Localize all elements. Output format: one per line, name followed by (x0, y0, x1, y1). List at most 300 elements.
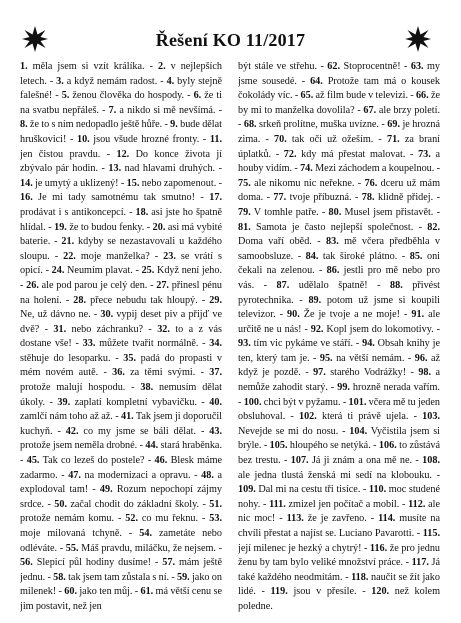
answer-text: kdyby se nezastavovali u každého sloupu. - (20, 236, 222, 262)
answer-entry (53, 324, 157, 335)
answer-text: Že je tvoje a ne moje! - (299, 309, 412, 321)
answer-number: 54. (139, 528, 153, 539)
answer-entry (301, 90, 416, 101)
answer-text: přece nebudu tak hloupý. - (86, 294, 210, 306)
answer-entry (299, 411, 422, 422)
answer-number: 40. (209, 396, 222, 408)
answer-text: to a z vás dostane vše! - (20, 323, 222, 350)
answer-number: 41. (120, 411, 134, 423)
answer-entry (362, 192, 440, 203)
answer-number: 19. (54, 221, 67, 233)
answer-number: 80. (328, 206, 342, 218)
answer-text: tím vic pykáme ve stáří. - (250, 338, 363, 350)
answer-number: 88. (390, 279, 403, 291)
answer-text: Nevejde se mi do nosu. - (238, 425, 350, 437)
answer-text: tvoje příbuzná. - (286, 192, 362, 204)
answer-text: Slepicí půl hodiny dusíme! - (32, 557, 163, 569)
answer-text: hloupého se netýká. - (287, 440, 379, 452)
answer-text: mám ještě jednu. - (20, 557, 222, 583)
answer-number: 11. (209, 133, 222, 145)
answer-number: 101. (348, 396, 367, 408)
answer-number: 108. (422, 455, 440, 467)
answer-entry (274, 134, 387, 145)
answer-text: moje manželka? - (75, 250, 164, 262)
answer-entry (306, 251, 410, 262)
answer-text: hrozně nerada vařím. - (238, 382, 440, 408)
answer-text: my jsme sousedé. - (238, 61, 440, 87)
answer-number: 78. (361, 192, 375, 204)
answer-number: 8. (20, 119, 28, 131)
answer-entry (20, 192, 209, 203)
answer-text: musíte na chvíli přestat a najíst se. Luciano Pavarotti. - (238, 513, 440, 539)
answer-number: 24. (51, 265, 65, 277)
answer-text: ale jedna tlustá ženská mi sedí na klobouku. - (238, 469, 440, 481)
answer-text: má větší cenu se jim postavit, než jen (20, 586, 222, 612)
answer-text: protože malují hospodu. - (20, 382, 141, 394)
answer-text: prodávat i s antikoncepcí. - (20, 206, 136, 218)
answer-entry (270, 440, 379, 451)
answer-number: 33. (82, 338, 96, 350)
answer-number: 34. (209, 338, 222, 350)
answer-text: ale určitě ne u nás! - (238, 309, 440, 335)
answer-entry (83, 338, 210, 349)
answer-text: co mu řeknu. - (138, 513, 210, 525)
answer-text: Já ji znám a ona mě ne. - (308, 455, 423, 467)
answer-entry (311, 324, 440, 335)
answer-text: začal chodit do základní školy. - (66, 498, 210, 510)
answer-text: ale nikomu nic neřekne. - (250, 177, 365, 189)
answer-entry (66, 543, 222, 554)
answer-text: Musel jsem přistavět. - (341, 206, 440, 218)
answer-number: 119. (270, 586, 288, 598)
answer-text: nebo zapomenout. - (139, 177, 222, 189)
answer-number: 114. (378, 513, 396, 525)
answer-number: 118. (351, 571, 369, 583)
answer-number: 63. (410, 61, 424, 72)
answer-entry (20, 557, 162, 568)
answer-number: 25. (141, 265, 155, 277)
answer-number: 58. (53, 571, 66, 583)
answer-number: 57. (162, 557, 176, 569)
answer-text: je umytý a uklizený! - (32, 177, 127, 189)
answer-text: Tak co lezeš do postele? - (39, 455, 155, 467)
answer-number: 32. (157, 323, 170, 335)
answer-entry (300, 163, 440, 174)
answer-number: 86. (326, 265, 340, 277)
answer-text: a nemůže zahodit starý. - (238, 367, 440, 394)
answer-entry (238, 207, 329, 218)
answer-entry (73, 295, 209, 306)
answer-number: 44. (145, 440, 159, 452)
answer-entry (238, 61, 327, 72)
answer-text: oni čekali na zelenou. - (238, 250, 440, 277)
answer-text: přinesl pénu na holení. - (20, 279, 222, 306)
answer-number: 4. (166, 75, 175, 87)
answer-text: Protože tam má o kousek čokolády víc. - (238, 75, 440, 102)
answer-number: 84. (305, 250, 319, 262)
answer-number: 51. (209, 498, 222, 510)
answer-number: 10. (76, 133, 90, 145)
answer-text: kdy má přestat malovat. - (296, 148, 419, 160)
answer-number: 67. (363, 104, 377, 116)
answer-text: a houby vidím. - (238, 148, 440, 175)
answer-entry (244, 119, 387, 130)
answer-number: 30. (100, 309, 114, 321)
answer-text: potom už jsme si koupili televizor. - (238, 294, 440, 321)
answer-text: na větší nemám. - (332, 352, 415, 364)
answer-entry (238, 222, 427, 233)
answer-text: její milenec je hezký a chytrý! - (238, 542, 370, 554)
answer-text: naučit se žít jako lidé. - (238, 571, 440, 598)
answer-text: chci být v pyžamu. - (261, 396, 349, 408)
answer-number: 17. (209, 192, 222, 204)
answer-text: než kolem poledne. (238, 586, 440, 612)
answer-number: 66. (415, 90, 429, 102)
answer-number: 65. (300, 90, 314, 102)
answer-number: 7. (108, 104, 117, 116)
answer-text: za těmi svými. - (124, 367, 210, 379)
answer-text: byly stejně falešné! - (20, 75, 222, 102)
answer-entry (269, 499, 408, 510)
answer-number: 113. (286, 513, 304, 525)
answer-number: 116. (369, 542, 388, 554)
answer-entry (127, 178, 222, 189)
answer-number: 52. (125, 513, 138, 525)
answer-number: 107. (290, 455, 309, 467)
answer-number: 45. (26, 455, 40, 467)
answer-number: 81. (238, 221, 251, 233)
answer-entry (291, 455, 422, 466)
answer-number: 42. (65, 425, 79, 437)
answer-text: udělalo špatně! - (289, 279, 391, 291)
answer-text: to zůstává bez trestu. - (238, 440, 440, 467)
answer-entry (273, 192, 361, 203)
answer-text: zamlčí nám toho až až. - (20, 411, 121, 423)
answer-text: je hrozná zima. - (238, 119, 440, 145)
answer-text: Neumím plavat. - (64, 265, 142, 277)
answer-number: 115. (422, 528, 440, 539)
answer-text: a nikdo si mě nevšímá. - (116, 104, 222, 116)
answer-number: 94. (362, 338, 375, 350)
answer-entry (57, 397, 209, 408)
answer-entry (26, 280, 156, 291)
answer-text: zaplatí kompletní vybavičku. - (70, 396, 210, 408)
answer-number: 93. (238, 338, 251, 350)
answer-text: klidně přidej. - (374, 192, 440, 204)
answer-number: 50. (54, 498, 67, 510)
answer-number: 70. (274, 133, 287, 145)
answer-number: 82. (427, 221, 440, 233)
answer-entry (66, 426, 209, 437)
answer-number: 21. (61, 236, 75, 248)
answer-number: 95. (319, 352, 333, 364)
answer-number: 99. (337, 382, 350, 394)
answer-text: v nejlepších letech. - (20, 61, 222, 87)
answer-text: která ti právě ujela. - (316, 411, 423, 423)
answer-entry (109, 105, 222, 116)
answer-entry (327, 61, 411, 72)
answer-text: Dal mi na cestu tři tisíce. - (255, 484, 369, 496)
answer-number: 20. (152, 221, 166, 233)
answer-entry (238, 178, 365, 189)
answer-entry (20, 61, 158, 72)
answer-text: až když je pozdě. - (238, 352, 440, 379)
answer-number: 104. (349, 425, 368, 437)
answer-text: že pro jednu ženu by tam bylo veliké množství práce. - (238, 542, 440, 569)
answer-entry (238, 484, 369, 495)
answer-number: 53. (209, 513, 222, 525)
answer-number: 9. (170, 119, 178, 131)
answer-text: Je mi tady samotnému tak smutno! - (32, 192, 210, 204)
answer-number: 47. (68, 469, 81, 481)
answer-text: co my jsme se báli dělat. - (78, 425, 210, 437)
answer-number: 77. (273, 192, 287, 204)
answer-number: 12. (116, 148, 130, 160)
answer-number: 23. (163, 250, 176, 262)
answer-text: stará hraběnka. - (20, 440, 222, 467)
answer-entry (54, 499, 209, 510)
answer-text: Máš pravdu, miláčku, že nejsem. - (78, 542, 222, 554)
answer-text: vypij deset piv a přijď ve dvě? - (20, 309, 222, 335)
answer-text: můžete tvařit normálně. - (95, 338, 210, 350)
answer-number: 3. (56, 75, 64, 87)
answer-text: včera mě tu jeden obsluhoval. - (238, 396, 440, 423)
answer-text: za braní úplatků. - (238, 133, 440, 160)
answer-number: 112. (408, 498, 426, 510)
answer-number: 16. (20, 192, 33, 204)
answer-number: 26. (26, 279, 39, 291)
answer-column-right (238, 60, 440, 616)
answer-text: bude dělat hruškovici! - (20, 119, 222, 145)
answer-entry (238, 338, 362, 349)
answer-number: 28. (73, 294, 87, 306)
answer-number: 1. (20, 61, 28, 72)
answer-text: jako ten můj. - (77, 586, 141, 598)
answer-text: Ne, už dávno ne. - (20, 309, 101, 321)
answer-number: 97. (313, 367, 326, 379)
answer-text: jsou všude hrozné fronty. - (89, 133, 210, 145)
answer-text: tak široké plátno. - (318, 250, 410, 262)
answer-text: Když není jeho. - (20, 265, 222, 291)
answer-text: jen čistou pravdu. - (20, 148, 117, 160)
answer-text: protože jsem neměla drobné. - (20, 440, 146, 452)
answer-number: 36. (112, 367, 125, 379)
answer-number: 91. (411, 309, 425, 321)
answer-text: Vyčistila jsem si brýle. - (238, 425, 440, 452)
answer-columns (20, 60, 440, 616)
answer-entry (287, 513, 379, 524)
answer-entry (20, 178, 127, 189)
answer-entry (287, 309, 411, 320)
answer-text: Rozum nepochopí zájmy srdce. - (20, 484, 222, 510)
answer-entry (53, 572, 177, 583)
answer-text: a explodoval tam! - (20, 469, 222, 496)
answer-number: 46. (154, 455, 168, 467)
answer-number: 109. (238, 484, 256, 496)
answer-number: 56. (20, 557, 33, 569)
answer-text: že by mi to manželka dovolila? - (238, 90, 440, 116)
answer-number: 31. (53, 323, 67, 335)
answer-number: 72. (283, 148, 297, 160)
answer-entry (313, 367, 418, 378)
answer-text: jestli pro mě nebo pro vás. - (238, 265, 440, 291)
answer-text: Doma vaří oběd. - (238, 236, 326, 248)
answer-text: až film bude v televizi. - (313, 90, 416, 102)
answer-number: 110. (368, 484, 387, 496)
answer-number: 68. (243, 119, 257, 131)
answer-entry (112, 367, 209, 378)
answer-number: 106. (378, 440, 397, 452)
answer-text: být stále ve střehu. - (238, 61, 328, 72)
answer-text: moc studené nohy. - (238, 484, 440, 510)
answer-number: 49. (99, 484, 113, 496)
answer-text: přivést pyrotechnika. - (238, 279, 440, 306)
answer-number: 83. (326, 236, 339, 248)
answer-text: a když nemám radost. - (63, 75, 167, 87)
answer-number: 37. (209, 367, 222, 379)
answer-number: 102. (298, 411, 317, 423)
answer-number: 71. (386, 133, 400, 145)
answer-text: Do konce života jí zbývalo pár hodin. - (20, 148, 222, 175)
answer-number: 15. (126, 177, 140, 189)
answer-number: 90. (287, 309, 300, 321)
answer-text: protože nemám komu. - (20, 513, 126, 525)
answer-number: 6. (193, 90, 202, 102)
answer-text: zmizel jen počítač a mobil. - (285, 498, 409, 510)
answer-number: 39. (57, 396, 71, 408)
answer-entry (27, 455, 155, 466)
answer-entry (329, 207, 440, 218)
answer-number: 87. (276, 279, 290, 291)
answer-number: 48. (201, 469, 214, 481)
answer-text: že to s ním nedopadlo ještě hůře. - (27, 119, 171, 131)
answer-text: moje milovaná tchyně. - (20, 528, 140, 539)
answer-entry (320, 353, 415, 364)
answer-text: Samota je často nejlepší společnost. - (250, 221, 428, 233)
answer-text: na modernizaci a opravu. - (80, 469, 202, 481)
answer-text: padá do propasti v mém novém autě. - (20, 352, 222, 379)
answer-entry (284, 149, 418, 160)
answer-text: starého Vodrážky! - (325, 367, 419, 379)
answer-text: asi má vybité baterie. - (20, 221, 222, 248)
answer-text: srkeň prolítne, muška uvízne. - (256, 119, 388, 131)
answer-text: že to budou fenky. - (66, 221, 153, 233)
answer-number: 105. (269, 440, 288, 452)
answer-number: 74. (300, 163, 313, 175)
answer-text: asi jste ho špatně hlídal. - (20, 206, 222, 233)
answer-number: 27. (156, 279, 169, 291)
answer-number: 60. (64, 586, 78, 598)
answer-number: 75. (238, 177, 251, 189)
answer-text: Kopl jsem do lokomotivy. - (323, 323, 440, 335)
answer-entry (64, 586, 140, 597)
answer-number: 98. (418, 367, 432, 379)
answer-text: měla jsem si vzít králíka. - (27, 61, 158, 72)
answer-text: že ti na svatbu nepřáleš. - (20, 90, 222, 116)
answer-text: V tomhle patře. - (250, 206, 329, 218)
answer-number: 89. (308, 294, 322, 306)
answer-number: 62. (327, 61, 341, 72)
answer-number: 55. (65, 542, 79, 554)
answer-number: 96. (414, 352, 428, 364)
answer-column-left (20, 60, 222, 616)
answer-text: Obsah knihy je ten, který tam je. - (238, 338, 440, 364)
answer-text: tak jsem tam zůstala s ní. - (65, 571, 177, 583)
answer-text: jsou v přesile. - (287, 586, 372, 598)
answer-text: nebo záchranku? - (66, 323, 158, 335)
answer-number: 38. (140, 382, 154, 394)
answer-number: 5. (61, 90, 70, 102)
answer-number: 120. (371, 586, 390, 598)
answer-number: 111. (269, 498, 286, 510)
answer-entry (62, 90, 194, 101)
answer-entry (125, 513, 209, 524)
answer-number: 100. (243, 396, 262, 408)
star-icon (405, 26, 431, 52)
answer-entry (68, 470, 201, 481)
answer-number: 59. (176, 571, 190, 583)
answer-text: ale pod parou je celý den. - (38, 279, 157, 291)
answer-text: ale brzy poletí. - (238, 104, 440, 131)
answer-entry (244, 397, 349, 408)
answer-entry (20, 119, 170, 130)
page-title: Řešení KO 11/2017 (155, 30, 306, 50)
answer-text: Stoprocentně! - (340, 61, 411, 72)
answer-number: 18. (135, 206, 149, 218)
answer-text: ale nic moc! - (238, 498, 440, 525)
answer-entry (77, 134, 210, 145)
answer-text: mě včera předběhla v samoobsluze. - (238, 236, 440, 262)
answer-number: 79. (238, 206, 251, 218)
answer-entry (56, 76, 166, 87)
answer-number: 2. (157, 61, 166, 72)
answer-text: tak oči už ožeším. - (286, 133, 387, 145)
answer-entry (277, 280, 391, 291)
answer-entry (271, 586, 372, 597)
answer-text: že je zavřeno. - (303, 513, 379, 525)
answer-text: Tak jsem ji doporučil kuchyň. - (20, 411, 222, 437)
answer-number: 69. (387, 119, 401, 131)
answer-text: ženou člověka do hospody. - (69, 90, 194, 102)
answer-entry (54, 222, 153, 233)
answer-entry (63, 251, 163, 262)
answer-entry (52, 265, 142, 276)
answer-text: stěhuje do lesoparku. - (20, 352, 124, 364)
answer-number: 13. (108, 163, 122, 175)
answer-number: 76. (364, 177, 378, 189)
answer-number: 85. (409, 250, 423, 262)
answer-text: nad hlavami druhých. - (121, 163, 222, 175)
answer-number: 103. (422, 411, 440, 423)
answer-number: 117. (411, 557, 429, 569)
answer-number: 73. (418, 148, 431, 160)
answer-text: Já také každého neodmítám. - (238, 557, 440, 583)
answer-number: 43. (209, 425, 222, 437)
answer-number: 64. (310, 75, 323, 87)
answer-entry (108, 163, 222, 174)
answer-text: zametáte nebo odléváte. - (20, 528, 222, 554)
answer-number: 22. (63, 250, 76, 262)
answer-number: 35. (123, 352, 136, 364)
answer-text: jako on milenek! - (20, 571, 222, 598)
answer-number: 14. (20, 177, 33, 189)
answer-text: nemusím dělat úkoly. - (20, 382, 222, 408)
answer-number: 29. (209, 294, 222, 306)
answer-text: dceru už mám doma. - (238, 177, 440, 204)
answer-number: 92. (310, 323, 324, 335)
answer-text: Mezi záchodem a koupelnou. - (312, 163, 440, 175)
answer-text: se vrátí s opicí. - (20, 250, 222, 277)
